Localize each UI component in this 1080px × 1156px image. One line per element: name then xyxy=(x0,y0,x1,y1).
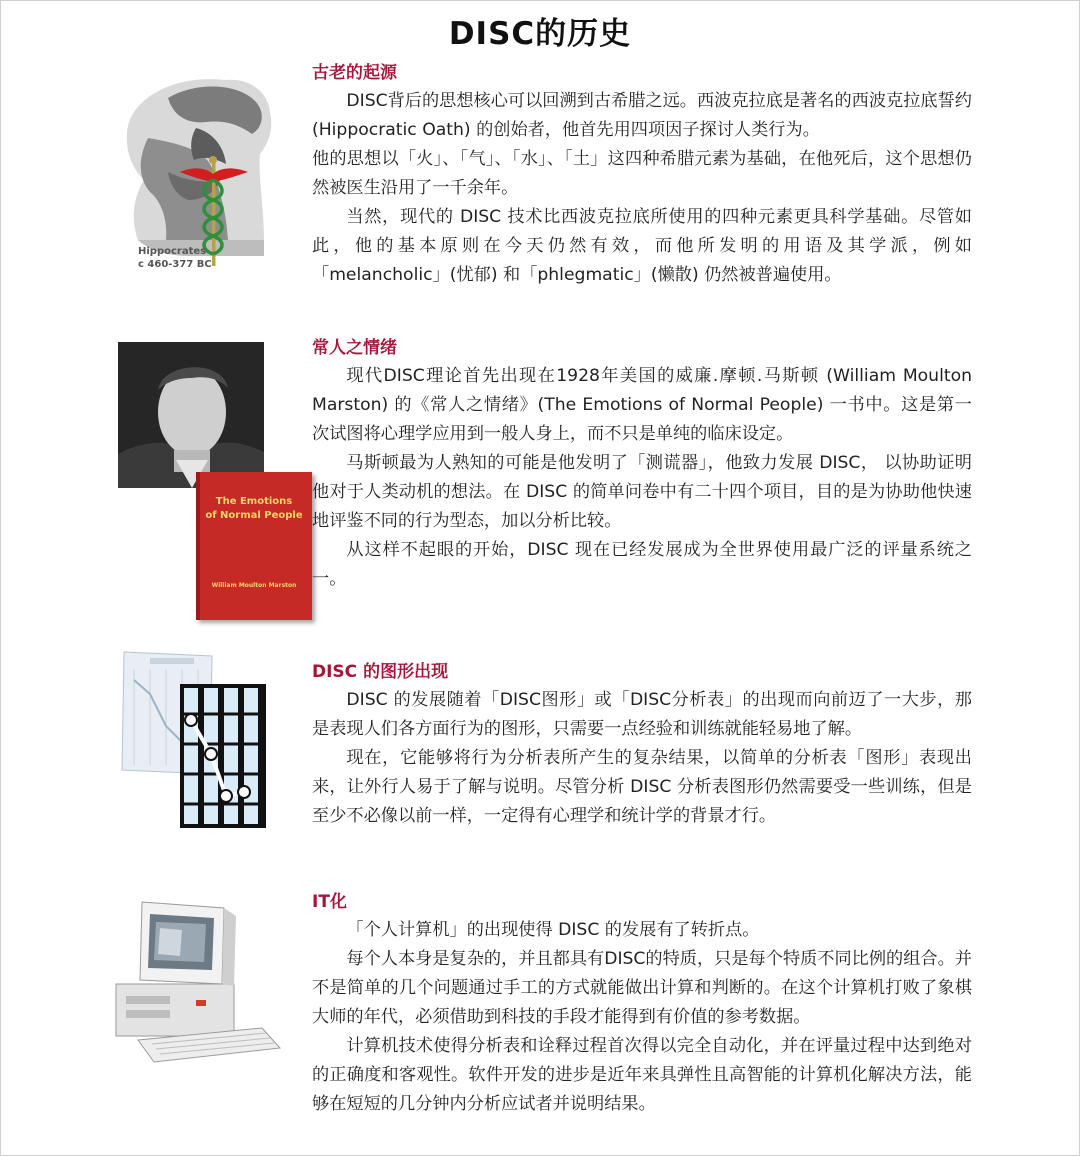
section-paragraph: 现代DISC理论首先出现在1928年美国的威廉.摩顿.马斯顿 (William Moulton Marston) 的《常人之情绪》(The Emotions of Normal People) 一书中。这是第一次试图将心理学应用到一般人身上，而不只是单纯的临床设定。 xyxy=(312,366,972,444)
hippocrates-caption-dates: c 460-377 BC xyxy=(138,259,212,270)
computer-illustration xyxy=(112,898,282,1066)
book-title-line-1: The Emotions xyxy=(215,496,293,507)
section-paragraph: DISC背后的思想核心可以回溯到古希腊之远。西波克拉底是著名的西波克拉底誓约(Hippocratic Oath) 的创始者，他首先用四项因子探讨人类行为。 xyxy=(312,91,972,140)
section-emotions-normal-people xyxy=(312,333,972,594)
section-paragraph: 现在，它能够将行为分析表所产生的复杂结果，以简单的分析表「图形」表现出来，让外行人易于了解与说明。尽管分析 DISC 分析表图形仍然需要受一些训练，但是至少不必像以前一样，一定得有心理学和统计学的背景才行。 xyxy=(312,748,972,826)
hippocrates-caption-name: Hippocrates xyxy=(138,246,207,257)
section-paragraph: 当然，现代的 DISC 技术比西波克拉底所使用的四种元素更具科学基础。尽管如此，他的基本原则在今天仍然有效，而他所发明的用语及其学派，例如「melancholic」(忧郁) 和「phlegmatic」(懒散) 仍然被普遍使用。 xyxy=(312,207,972,285)
section-heading: IT化 xyxy=(312,892,347,912)
book-cover xyxy=(196,472,312,620)
page-title: DISC的历史 xyxy=(448,16,632,52)
section-disc-graph xyxy=(312,657,972,831)
disc-graph-illustration xyxy=(120,650,270,830)
hippocrates-illustration xyxy=(108,68,278,276)
section-paragraph: 他的思想以「火」、「气」、「水」、「土」这四种希腊元素为基础，在他死后，这个思想仍然被医生沿用了一千余年。 xyxy=(312,149,972,198)
section-it xyxy=(312,887,972,1119)
book-title-line-2: of Normal People xyxy=(205,510,303,521)
section-paragraph: 马斯顿最为人熟知的可能是他发明了「测谎器」，他致力发展 DISC， 以协助证明他对于人类动机的想法。在 DISC 的简单问卷中有二十四个项目，目的是为协助他快速地评鉴不同的行为型态，加以分析比较。 xyxy=(312,453,972,531)
section-ancient-origins xyxy=(312,58,972,290)
section-paragraph: 计算机技术使得分析表和诠释过程首次得以完全自动化，并在评量过程中达到绝对的正确度和客观性。软件开发的进步是近年来具弹性且高智能的计算机化解决方法，能够在短短的几分钟内分析应试者并说明结果。 xyxy=(312,1036,972,1114)
section-paragraph: 「个人计算机」的出现使得 DISC 的发展有了转折点。 xyxy=(346,920,760,940)
book-author: William Moulton Marston xyxy=(211,582,297,589)
marston-photo xyxy=(118,342,264,488)
section-heading: 古老的起源 xyxy=(312,63,397,83)
section-paragraph: 从这样不起眼的开始，DISC 现在已经发展成为全世界使用最广泛的评量系统之一。 xyxy=(312,540,972,589)
section-paragraph: DISC 的发展随着「DISC图形」或「DISC分析表」的出现而向前迈了一大步，那是表现人们各方面行为的图形，只需要一点经验和训练就能轻易地了解。 xyxy=(312,690,972,739)
section-heading: 常人之情绪 xyxy=(312,338,397,358)
section-paragraph: 每个人本身是复杂的，并且都具有DISC的特质，只是每个特质不同比例的组合。并不是简单的几个问题通过手工的方式就能做出计算和判断的。在这个计算机打败了象棋大师的年代，必须借助到科技的手段才能得到有价值的参考数据。 xyxy=(312,949,972,1027)
section-heading: DISC 的图形出现 xyxy=(312,662,449,682)
marston-illustration xyxy=(118,342,310,622)
